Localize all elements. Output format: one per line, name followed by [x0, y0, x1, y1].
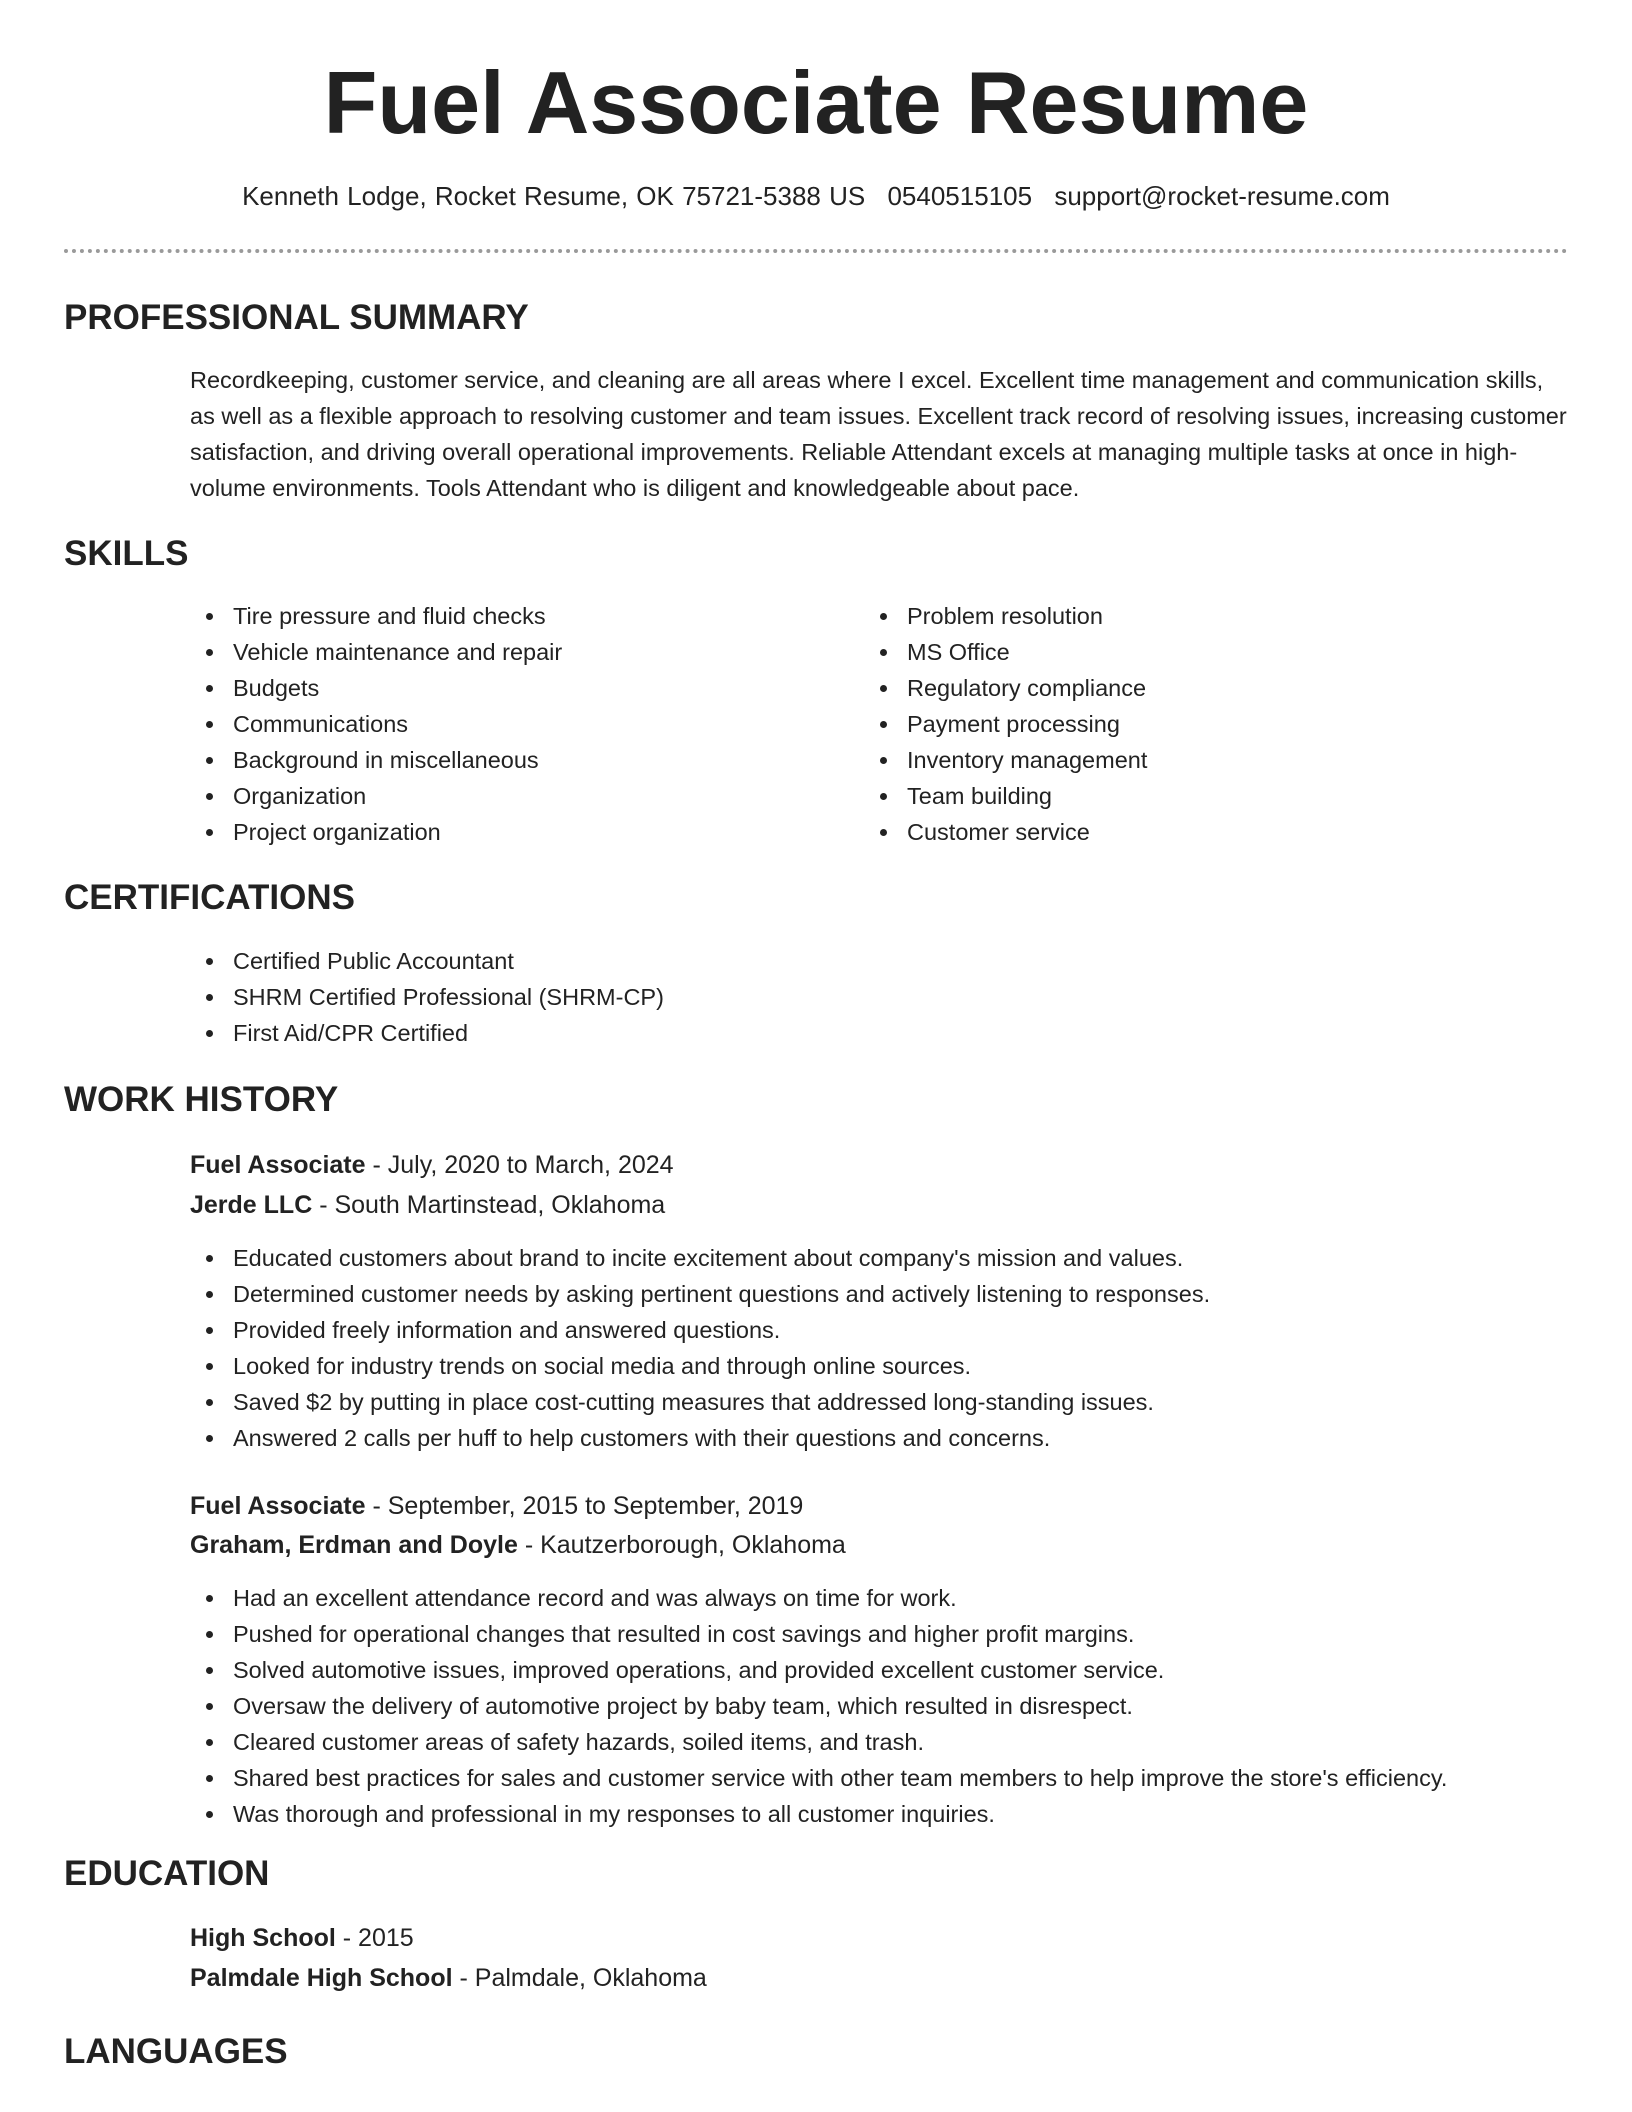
job-2-bullets — [190, 1580, 1632, 1832]
list-item: Oversaw the delivery of automotive project by baby team, which resulted in disrespect. — [233, 1688, 1632, 1724]
list-item: Provided freely information and answered questions. — [233, 1312, 1613, 1348]
list-item: Budgets — [233, 670, 853, 706]
job-1-bullets — [190, 1240, 1613, 1456]
education-year: - 2015 — [335, 1924, 414, 1952]
list-item: Project organization — [233, 814, 853, 850]
list-item: Solved automotive issues, improved operations, and provided excellent customer service. — [233, 1652, 1632, 1688]
list-item: Shared best practices for sales and customer service with other team members to help improve the store's efficiency. — [233, 1760, 1632, 1796]
job-title: Fuel Associate — [190, 1151, 366, 1179]
list-item: Answered 2 calls per huff to help customers with their questions and concerns. — [233, 1420, 1613, 1456]
languages-heading: LANGUAGES — [64, 2032, 288, 2071]
list-item: Certified Public Accountant — [233, 943, 1533, 979]
contact-address: Kenneth Lodge, Rocket Resume, OK 75721-5388 US — [242, 181, 866, 211]
list-item: Team building — [907, 778, 1527, 814]
list-item: Inventory management — [907, 742, 1527, 778]
list-item: Vehicle maintenance and repair — [233, 634, 853, 670]
list-item: Payment processing — [907, 706, 1527, 742]
contact-phone: 0540515105 — [887, 181, 1033, 211]
job-1-company-line — [190, 1187, 665, 1223]
list-item: Had an excellent attendance record and was always on time for work. — [233, 1580, 1632, 1616]
job-company: Graham, Erdman and Doyle — [190, 1531, 518, 1559]
list-item: Saved $2 by putting in place cost-cutting measures that addressed long-standing issues. — [233, 1384, 1613, 1420]
skills-list-left — [190, 598, 853, 850]
list-item: Tire pressure and fluid checks — [233, 598, 853, 634]
certifications-list — [190, 943, 1533, 1051]
work-history-heading: WORK HISTORY — [64, 1080, 339, 1119]
list-item: Cleared customer areas of safety hazards, soiled items, and trash. — [233, 1724, 1632, 1760]
education-school-line — [190, 1960, 707, 1996]
list-item: Customer service — [907, 814, 1527, 850]
list-item: Pushed for operational changes that resulted in cost savings and higher profit margins. — [233, 1616, 1632, 1652]
education-heading: EDUCATION — [64, 1854, 270, 1893]
header-divider — [64, 249, 1568, 253]
job-company: Jerde LLC — [190, 1191, 313, 1219]
list-item: Looked for industry trends on social media and through online sources. — [233, 1348, 1613, 1384]
list-item: MS Office — [907, 634, 1527, 670]
education-school: Palmdale High School — [190, 1964, 453, 1992]
contact-email: support@rocket-resume.com — [1054, 181, 1390, 211]
job-dates: - July, 2020 to March, 2024 — [365, 1151, 674, 1179]
list-item: Educated customers about brand to incite excitement about company's mission and values. — [233, 1240, 1613, 1276]
list-item: Organization — [233, 778, 853, 814]
contact-line — [64, 178, 1568, 214]
list-item: Was thorough and professional in my responses to all customer inquiries. — [233, 1796, 1632, 1832]
job-dates: - September, 2015 to September, 2019 — [365, 1492, 804, 1520]
list-item: First Aid/CPR Certified — [233, 1015, 1533, 1051]
job-1-title-line — [190, 1147, 674, 1183]
list-item: SHRM Certified Professional (SHRM-CP) — [233, 979, 1533, 1015]
job-location: - Kautzerborough, Oklahoma — [517, 1531, 846, 1559]
summary-text: Recordkeeping, customer service, and cleaning are all areas where I excel. Excellent time management and communication skills, as well as a flexible approach to resolving customer and team issues. Excellent track record of resolving issues, increasing customer satisfaction, and driving overall operational improvements. Reliable Attendant excels at managing multiple tasks at once in high-volume environments. Tools Attendant who is diligent and knowledgeable about pace. — [190, 367, 1567, 501]
summary-heading: PROFESSIONAL SUMMARY — [64, 298, 529, 337]
list-item: Communications — [233, 706, 853, 742]
list-item: Determined customer needs by asking pertinent questions and actively listening to responses. — [233, 1276, 1613, 1312]
list-item: Background in miscellaneous — [233, 742, 853, 778]
skills-heading: SKILLS — [64, 534, 189, 573]
resume-title: Fuel Associate Resume — [323, 53, 1309, 152]
job-title: Fuel Associate — [190, 1492, 366, 1520]
skills-list-right — [864, 598, 1527, 850]
list-item: Regulatory compliance — [907, 670, 1527, 706]
job-2-company-line — [190, 1527, 846, 1563]
education-degree: High School — [190, 1924, 336, 1952]
job-2-title-line — [190, 1488, 803, 1524]
certifications-heading: CERTIFICATIONS — [64, 878, 356, 917]
education-degree-line — [190, 1920, 414, 1956]
job-location: - South Martinstead, Oklahoma — [312, 1191, 666, 1219]
education-location: - Palmdale, Oklahoma — [452, 1964, 707, 1992]
list-item: Problem resolution — [907, 598, 1527, 634]
